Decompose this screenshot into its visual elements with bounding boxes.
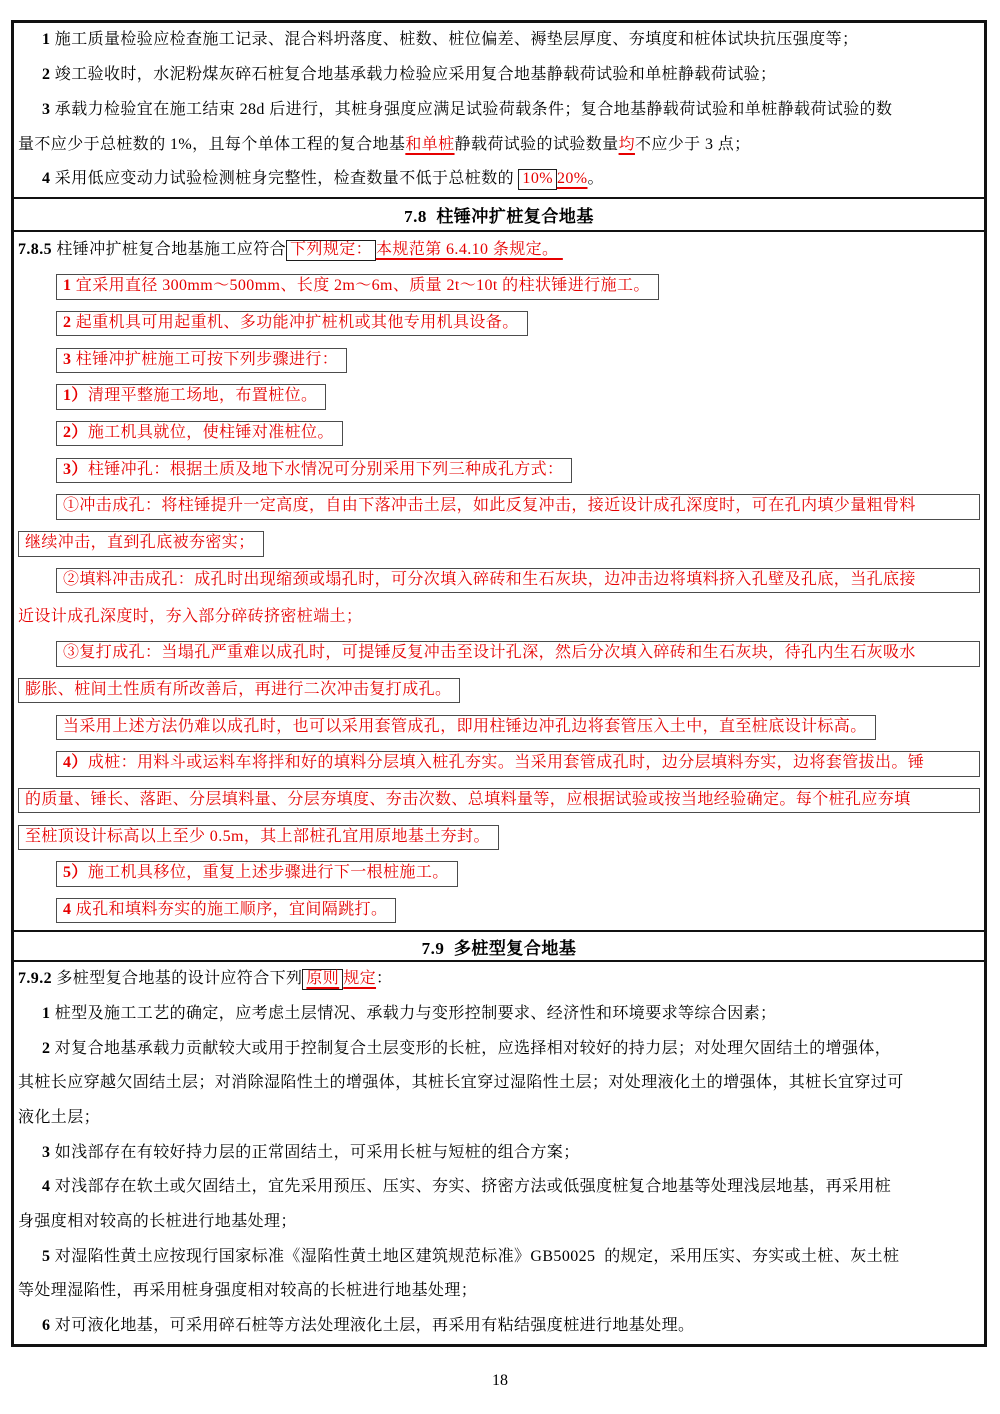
revision-box bbox=[56, 311, 528, 336]
underlined-term: 和单桩 bbox=[405, 135, 455, 153]
text-segment: 宜采用直径 300mm～500mm、长度 2m～6m、质量 2t～10t 的柱状锤进行施工。 bbox=[71, 277, 650, 295]
text-segment: 1 bbox=[42, 31, 51, 49]
text-segment: 等处理湿陷性，再采用桩身强度相对较高的长桩进行地基处理； bbox=[18, 1282, 478, 1300]
text-segment: 施工质量检验应检查施工记录、混合料坍落度、桩数、桩位偏差、褥垫层厚度、夯填度和桩体试块抗压强度等； bbox=[50, 31, 859, 49]
underlined-term: 20% bbox=[556, 170, 588, 188]
revision-line bbox=[18, 342, 980, 379]
text-segment: 2 bbox=[63, 314, 72, 332]
text-segment: ③复打成孔：当塌孔严重难以成孔时，可提锤反复冲击至设计孔深，然后分次填入碎砖和生石灰块，待孔内生石灰吸水 bbox=[63, 644, 916, 662]
section-header-7-8: 7.8 柱锤冲扩桩复合地基 bbox=[14, 197, 984, 232]
text-segment: 1） bbox=[63, 387, 88, 405]
text-segment: 柱锤冲扩桩施工可按下列步骤进行： bbox=[71, 350, 339, 368]
underlined-term: 规定 bbox=[343, 970, 377, 988]
text-segment: 膨胀、桩间土性质有所改善后，再进行二次冲击复打成孔。 bbox=[25, 680, 452, 698]
text-segment: 3 bbox=[63, 350, 72, 368]
revision-box bbox=[56, 348, 347, 373]
revision-line bbox=[18, 892, 980, 929]
revision-box bbox=[56, 751, 980, 776]
text-segment: 近设计成孔深度时，夯入部分碎砖挤密桩端土； bbox=[18, 608, 363, 626]
text-segment: 成桩：用料斗或运料车将拌和好的填料分层填入桩孔夯实。当采用套管成孔时，边分层填料夯实，边将套管拔出。锤 bbox=[87, 754, 925, 772]
revision-line bbox=[18, 379, 980, 416]
text-line bbox=[18, 93, 980, 128]
text-line bbox=[18, 1274, 980, 1309]
text-line bbox=[18, 599, 980, 636]
text-line bbox=[18, 58, 980, 93]
text-segment: 液化土层； bbox=[18, 1108, 101, 1126]
text-segment: 5） bbox=[63, 864, 88, 882]
revision-box bbox=[56, 861, 458, 886]
boxed-term: 下列规定： bbox=[286, 240, 376, 261]
text-segment: 3 bbox=[42, 100, 51, 118]
text-line bbox=[18, 127, 980, 162]
text-segment: 柱锤冲扩桩复合地基施工应符合 bbox=[52, 241, 287, 259]
text-line bbox=[18, 962, 980, 997]
text-segment: 2 bbox=[42, 1039, 51, 1057]
revision-box bbox=[56, 494, 980, 519]
revision-line bbox=[18, 636, 980, 673]
text-segment: 3） bbox=[63, 460, 88, 478]
text-segment: 清理平整施工场地，布置桩位。 bbox=[87, 387, 318, 405]
clause-792-design bbox=[14, 962, 984, 1344]
text-segment: 如浅部存在有较好持力层的正常固结土，可采用长桩与短桩的组合方案； bbox=[50, 1143, 580, 1161]
text-line bbox=[18, 1240, 980, 1275]
text-segment: 7.9.2 bbox=[18, 970, 52, 988]
text-segment: 采用低应变动力试验检测桩身完整性，检查数量不低于总桩数的 bbox=[50, 170, 519, 188]
text-segment: 桩型及施工工艺的确定，应考虑土层情况、承载力与变形控制要求、经济性和环境要求等综合因素； bbox=[50, 1004, 777, 1022]
page-number: 18 bbox=[492, 1372, 508, 1389]
text-line bbox=[18, 1205, 980, 1240]
revision-line bbox=[18, 269, 980, 306]
text-segment: 4 bbox=[42, 170, 51, 188]
revision-line bbox=[18, 672, 980, 709]
text-segment: 成孔和填料夯实的施工顺序，宜间隔跳打。 bbox=[71, 901, 388, 919]
text-segment: 对复合地基承载力贡献较大或用于控制复合土层变形的长桩，应选择相对较好的持力层；对处理欠固结土的增强体， bbox=[50, 1039, 892, 1057]
revision-box bbox=[56, 641, 980, 666]
revision-box bbox=[18, 678, 460, 703]
revision-box bbox=[56, 715, 876, 740]
revision-line bbox=[18, 489, 980, 526]
text-segment: 静载荷试验的试验数量 bbox=[454, 135, 619, 153]
revision-line bbox=[18, 746, 980, 783]
text-segment: 身强度相对较高的长桩进行地基处理； bbox=[18, 1212, 297, 1230]
text-segment: 至桩顶设计标高以上至少 0.5m，其上部桩孔宜用原地基土夯封。 bbox=[25, 827, 490, 845]
text-segment: 施工机具移位，重复上述步骤进行下一根桩施工。 bbox=[87, 864, 449, 882]
revision-box bbox=[56, 898, 396, 923]
text-segment: 量不应少于总桩数的 1%，且每个单体工程的复合地基 bbox=[18, 135, 406, 153]
revision-box bbox=[56, 274, 659, 299]
section-header-7-9: 7.9 多桩型复合地基 bbox=[14, 930, 984, 962]
clause-quality-inspection-items bbox=[14, 23, 984, 197]
revision-line bbox=[18, 415, 980, 452]
text-line bbox=[18, 1309, 980, 1344]
text-segment: 2 bbox=[42, 66, 51, 83]
revision-box bbox=[56, 384, 326, 409]
clause-785-construction bbox=[14, 232, 984, 930]
revision-line bbox=[18, 526, 980, 563]
text-segment: ②填料冲击成孔：成孔时出现缩颈或塌孔时，可分次填入碎砖和生石灰块，边冲击边将填料挤入孔壁及孔底，当孔底接 bbox=[63, 570, 916, 588]
text-segment: ： bbox=[376, 970, 393, 988]
text-segment: 当采用上述方法仍难以成孔时，也可以采用套管成孔，即用柱锤边冲孔边将套管压入土中，直至桩底设计标高。 bbox=[63, 717, 867, 735]
document-frame bbox=[11, 20, 987, 1347]
text-line bbox=[18, 1101, 980, 1136]
revision-box bbox=[56, 458, 572, 483]
boxed-term: 10% bbox=[518, 169, 557, 190]
text-line bbox=[18, 1031, 980, 1066]
revision-box bbox=[56, 568, 980, 593]
revision-line bbox=[18, 709, 980, 746]
underlined-term: 均 bbox=[618, 135, 635, 153]
text-segment: 6 bbox=[42, 1317, 51, 1335]
text-segment: 4 bbox=[63, 901, 72, 919]
text-segment: 对浅部存在软土或欠固结土，宜先采用预压、压实、夯实、挤密方法或低强度桩复合地基等处理浅层地基，再采用桩 bbox=[50, 1178, 892, 1196]
text-line bbox=[18, 1135, 980, 1170]
text-line bbox=[18, 162, 980, 197]
revision-line bbox=[18, 819, 980, 856]
text-segment: 1 bbox=[63, 277, 72, 295]
text-segment: 4 bbox=[42, 1178, 51, 1196]
revision-box bbox=[18, 788, 980, 813]
text-segment: 其桩长应穿越欠固结土层；对消除湿陷性土的增强体，其桩长宜穿过湿陷性土层；对处理液化土的增强体，其桩长宜穿过可 bbox=[18, 1074, 904, 1092]
text-segment: 承载力检验宜在施工结束 28d 后进行，其桩身强度应满足试验荷载条件；复合地基静载荷试验和单桩静载荷试验的数 bbox=[50, 100, 893, 118]
underlined-term: 本规范第 6.4.10 条规定。 bbox=[376, 241, 563, 259]
text-segment: 2） bbox=[63, 424, 88, 442]
revision-line bbox=[18, 782, 980, 819]
text-segment: 多桩型复合地基的设计应符合下列 bbox=[52, 970, 303, 988]
text-segment: 施工机具就位，使柱锤对准桩位。 bbox=[87, 424, 334, 442]
text-line bbox=[18, 1170, 980, 1205]
revision-box bbox=[56, 421, 343, 446]
text-segment: 不应少于 3 点； bbox=[634, 135, 751, 153]
text-segment: 。 bbox=[587, 170, 604, 188]
revision-line bbox=[18, 305, 980, 342]
revision-box bbox=[18, 825, 499, 850]
text-segment: 的质量、锤长、落距、分层填料量、分层夯填度、夯击次数、总填料量等，应根据试验或按当地经验确定。每个桩孔应夯填 bbox=[25, 790, 911, 808]
text-line bbox=[18, 1066, 980, 1101]
text-segment: 5 bbox=[42, 1247, 51, 1265]
text-segment: ①冲击成孔：将柱锤提升一定高度，自由下落冲击土层，如此反复冲击，接近设计成孔深度时，可在孔内填少量粗骨料 bbox=[63, 497, 916, 515]
revision-line bbox=[18, 562, 980, 599]
text-segment: 竣工验收时，水泥粉煤灰碎石桩复合地基承载力检验应采用复合地基静载荷试验和单桩静载荷试验； bbox=[50, 66, 777, 83]
text-segment: 1 bbox=[42, 1004, 51, 1022]
text-segment: 3 bbox=[42, 1143, 51, 1161]
text-segment: 柱锤冲孔：根据土质及地下水情况可分别采用下列三种成孔方式： bbox=[87, 460, 564, 478]
text-segment: 起重机具可用起重机、多功能冲扩桩机或其他专用机具设备。 bbox=[71, 314, 519, 332]
revision-box bbox=[18, 531, 264, 556]
text-line bbox=[18, 997, 980, 1032]
text-line bbox=[18, 232, 980, 269]
revision-line bbox=[18, 452, 980, 489]
text-segment: 7.8.5 bbox=[18, 241, 52, 259]
text-segment: 对湿陷性黄土应按现行国家标准《湿陷性黄土地区建筑规范标准》GB50025 的规定，采用压实、夯实或土桩、灰土桩 bbox=[50, 1247, 900, 1265]
revision-line bbox=[18, 856, 980, 893]
text-segment: 继续冲击，直到孔底被夯密实； bbox=[25, 534, 255, 552]
text-segment: 4） bbox=[63, 754, 88, 772]
text-segment: 对可液化地基，可采用碎石桩等方法处理液化土层，再采用有粘结强度桩进行地基处理。 bbox=[50, 1317, 695, 1335]
boxed-term: 原则 bbox=[302, 969, 343, 990]
text-line bbox=[18, 23, 980, 58]
